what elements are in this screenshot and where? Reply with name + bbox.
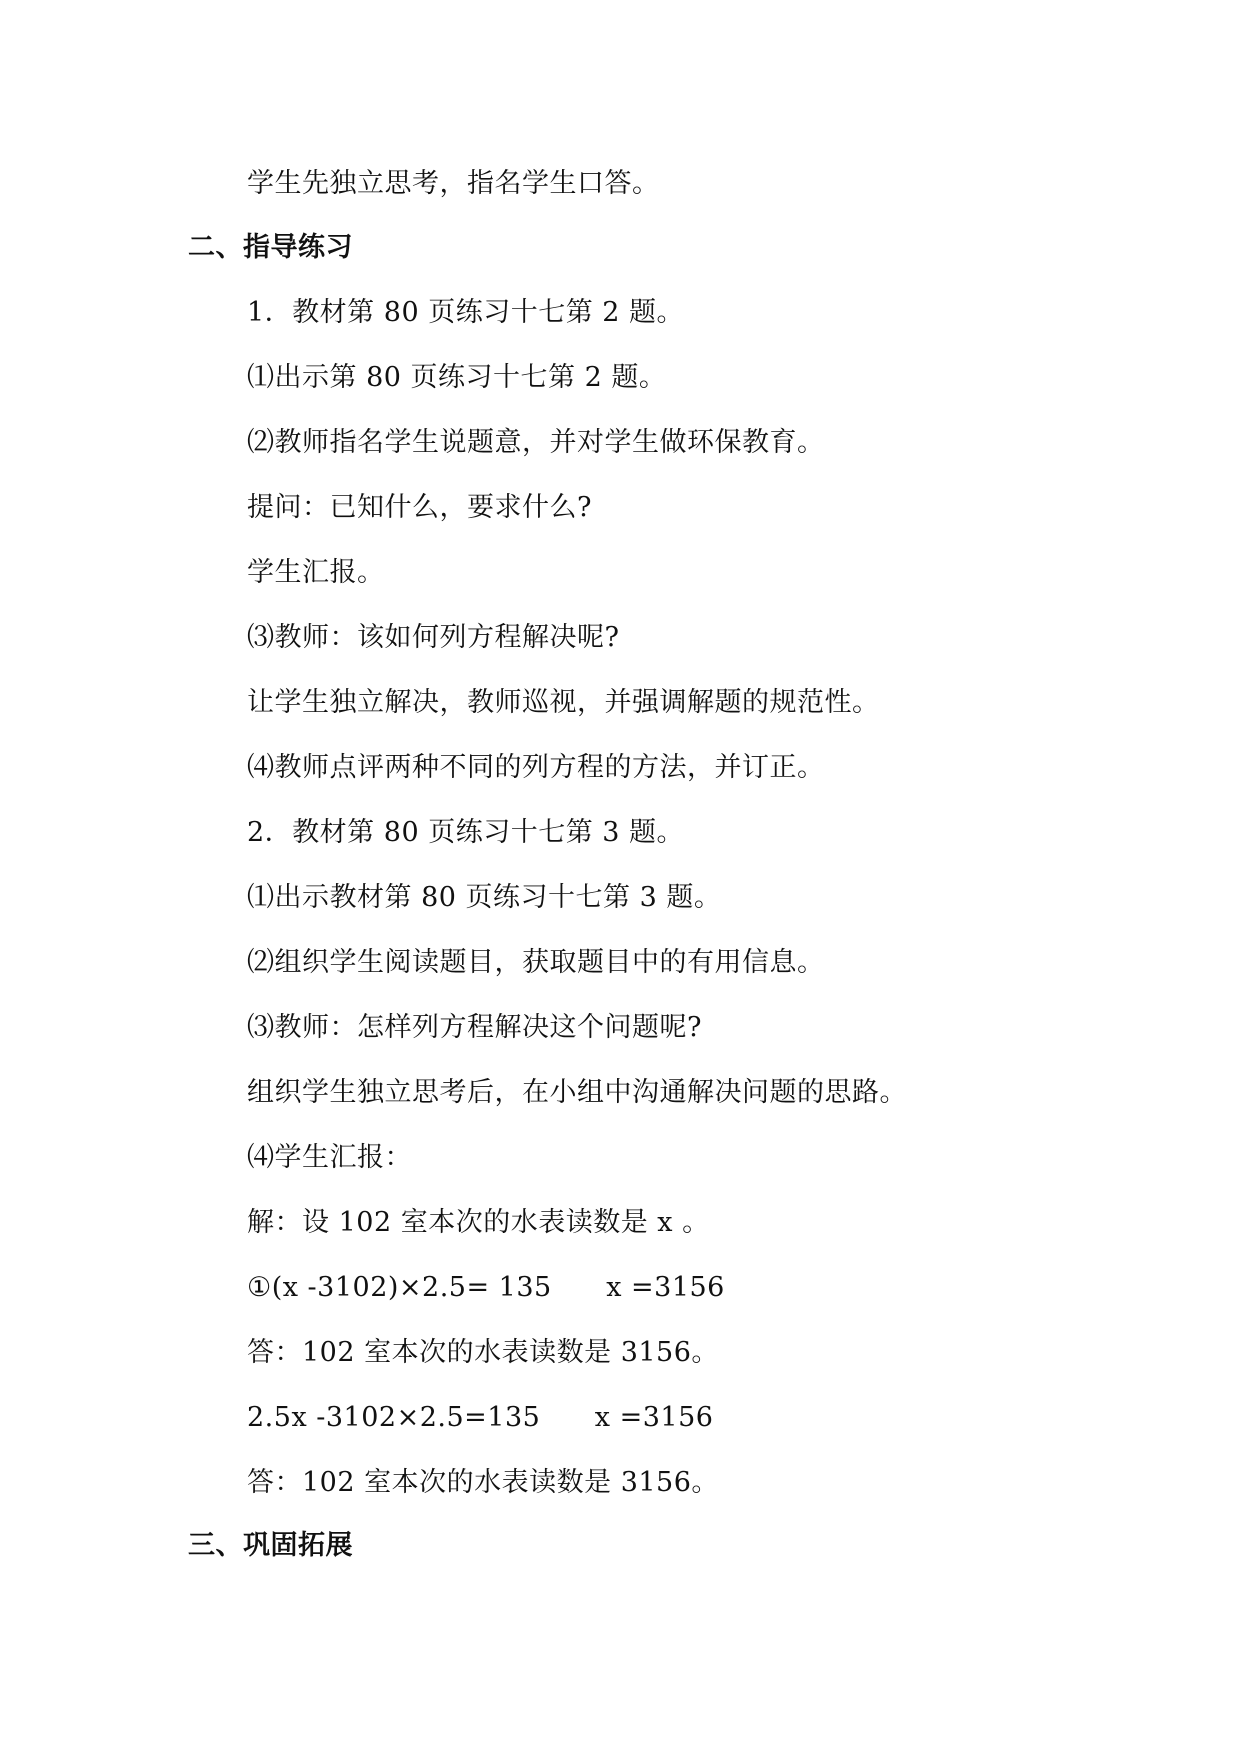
section-heading-guided-practice: 二、指导练习 <box>188 232 353 263</box>
paragraph-line: 学生先独立思考，指名学生口答。 <box>247 168 660 199</box>
paragraph-line: ⑷教师点评两种不同的列方程的方法，并订正。 <box>247 752 825 783</box>
paragraph-line: ⑶教师：该如何列方程解决呢? <box>247 622 620 653</box>
paragraph-line: 组织学生独立思考后，在小组中沟通解决问题的思路。 <box>247 1077 907 1108</box>
paragraph-line: 提问：已知什么，要求什么? <box>247 492 592 523</box>
paragraph-line: ⑴出示第 80 页练习十七第 2 题。 <box>247 362 667 393</box>
paragraph-line: 解：设 102 室本次的水表读数是 x 。 <box>247 1207 710 1238</box>
answer-line: 答：102 室本次的水表读数是 3156。 <box>247 1467 719 1498</box>
paragraph-line: ⑵教师指名学生说题意，并对学生做环保教育。 <box>247 427 825 458</box>
section-heading-consolidate: 三、巩固拓展 <box>188 1530 353 1561</box>
paragraph-line: 1．教材第 80 页练习十七第 2 题。 <box>247 297 685 328</box>
paragraph-line: ⑴出示教材第 80 页练习十七第 3 题。 <box>247 882 722 913</box>
paragraph-line: ⑵组织学生阅读题目，获取题目中的有用信息。 <box>247 947 825 978</box>
paragraph-line: 让学生独立解决，教师巡视，并强调解题的规范性。 <box>247 687 880 718</box>
paragraph-line: 2．教材第 80 页练习十七第 3 题。 <box>247 817 685 848</box>
paragraph-line: ⑶教师：怎样列方程解决这个问题呢? <box>247 1012 702 1043</box>
answer-line: 答：102 室本次的水表读数是 3156。 <box>247 1337 719 1368</box>
equation-line: 2.5x -3102×2.5=135 x =3156 <box>247 1402 714 1433</box>
paragraph-line: 学生汇报。 <box>247 557 385 588</box>
equation-line: ①(x -3102)×2.5= 135 x =3156 <box>247 1272 725 1303</box>
paragraph-line: ⑷学生汇报： <box>247 1142 412 1173</box>
